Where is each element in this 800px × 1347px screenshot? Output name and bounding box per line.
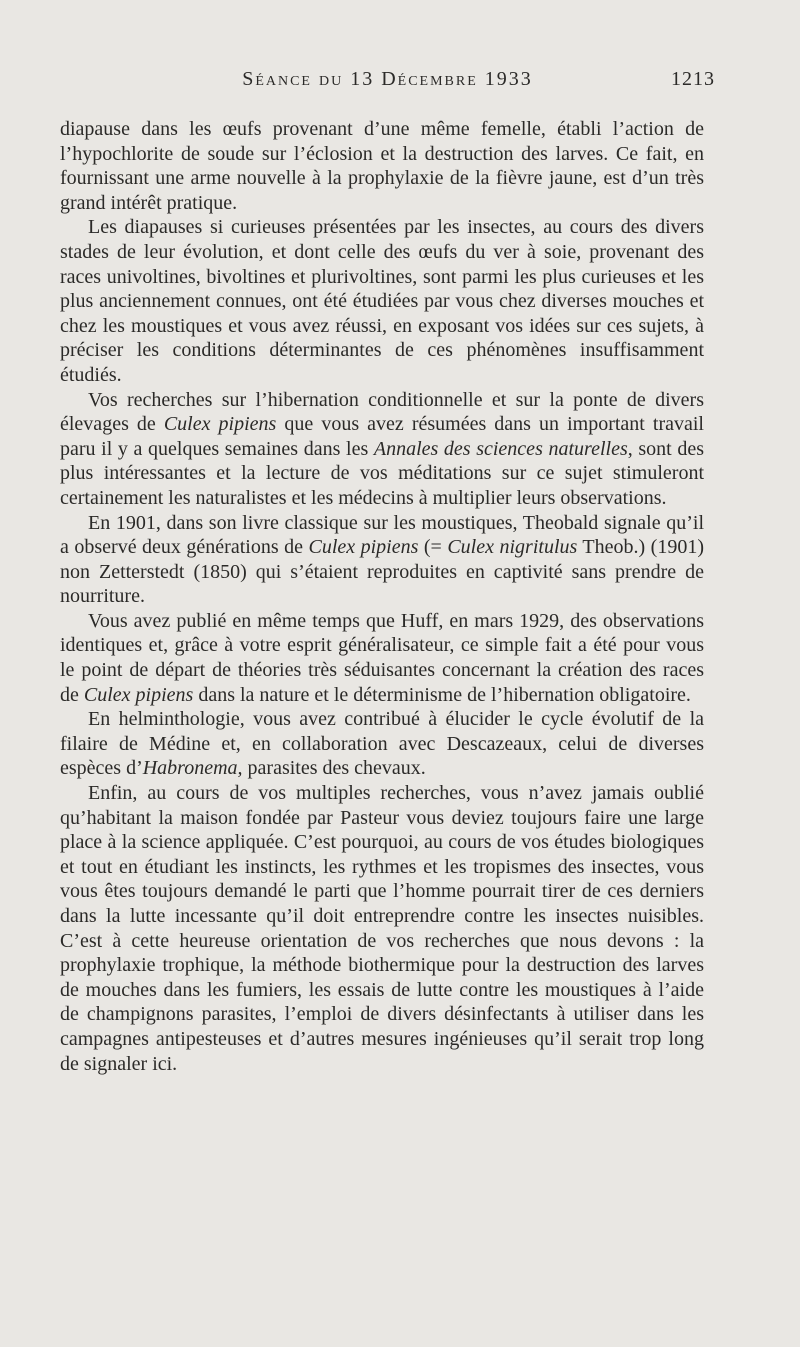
text-run: En 1901, dans son livre classique sur les moustiques, Theobald signale qu’il a observé deux générations de [60, 511, 704, 559]
text-run: dans la nature et le déterminisme de l’hibernation obligatoire. [193, 683, 691, 706]
text-run: Les diapauses si curieuses présentées par les insectes, au cours des divers stades de leur évolution, et dont celle des œufs du ver à soie, provenant des races univoltines, bivoltines et plurivoltines, sont parmi les plus curieuses et les plus anciennement connues, ont été étudiées par vous chez diverses mouches et chez les moustiques et vous avez réussi, en exposant vos idées sur ces sujets, à préciser les conditions déterminantes de ces phénomènes insuffisamment étudiés. [60, 216, 704, 386]
header-title: Séance du 13 Décembre 1933 [242, 68, 533, 90]
paragraph-hibernation [60, 388, 704, 511]
italic-term: Habronema, [142, 757, 243, 780]
paragraph-helminthologie [60, 707, 704, 781]
page-number: 1213 [671, 68, 715, 90]
text-run: Theob.) (1901) non Zetterstedt (1850) qui s’étaient reproduites en captivité sans prendre de nourriture. [60, 536, 704, 608]
italic-term: Culex pipiens [308, 536, 419, 559]
paragraph-continued [60, 117, 704, 215]
italic-term: Culex pipiens [163, 413, 277, 436]
italic-term: Annales des sciences naturelles [373, 437, 628, 460]
italic-term: Culex nigritulus [447, 536, 578, 559]
paragraph-pasteur [60, 781, 704, 1076]
body-text [60, 117, 704, 1076]
text-run: (= [418, 536, 448, 559]
text-run: Vous avez publié en même temps que Huff, en mars 1929, des observations identiques et, grâce à votre esprit généralisateur, ce simple fait a été pour vous le point de départ de théories très séduisantes concernant la création des races de [60, 609, 704, 706]
text-run: diapause dans les œufs provenant d’une même femelle, établi l’action de l’hypochlorite de soude sur l’éclosion et la destruction des larves. Ce fait, en fournissant une arme nouvelle à la prophylaxie de la fièvre jaune, est d’un très grand intérêt pratique. [60, 118, 704, 214]
text-run: Vos recherches sur l’hibernation conditionnelle et sur la ponte de divers élevages de [60, 388, 704, 436]
text-run: En helminthologie, vous avez contribué à élucider le cycle évolutif de la filaire de Médine et, en collaboration avec Descazeaux, celui de diverses espèces d’ [60, 708, 704, 780]
paragraph-theobald [60, 511, 704, 609]
paragraph-diapauses [60, 215, 704, 387]
text-run: , sont des plus intéressantes et la lecture de vos méditations sur ce sujet stimuleront certainement les naturalistes et les médecins à multiplier leurs observations. [60, 437, 704, 509]
italic-term: Culex pipiens [83, 683, 194, 706]
running-header [60, 68, 715, 98]
text-run: parasites des chevaux. [242, 757, 426, 780]
text-run: Enfin, au cours de vos multiples recherches, vous n’avez jamais oublié qu’habitant la maison fondée par Pasteur vous deviez toujours faire une large place à la science appliquée. C’est pourquoi, au cours de vos études biologiques et tout en étudiant les instincts, les rythmes et les tropismes des insectes, vous vous êtes toujours demandé le parti que l’homme pourrait tirer de ces derniers dans la lutte incessante qu’il doit entreprendre contre les insectes nuisibles. C’est à cette heureuse orientation de vos recherches que nous devons : la prophylaxie trophique, la méthode biothermique pour la destruction des larves de mouches dans les fumiers, les essais de lutte contre les moustiques à l’aide de champignons parasites, l’emploi de divers désinfectants à utiliser dans les campagnes antipesteuses et d’autres mesures ingénieuses qu’il serait trop long de signaler ici. [60, 782, 704, 1075]
paragraph-huff [60, 609, 704, 707]
text-run: que vous avez résumées dans un important travail paru il y a quelques semaines dans les [60, 413, 704, 460]
